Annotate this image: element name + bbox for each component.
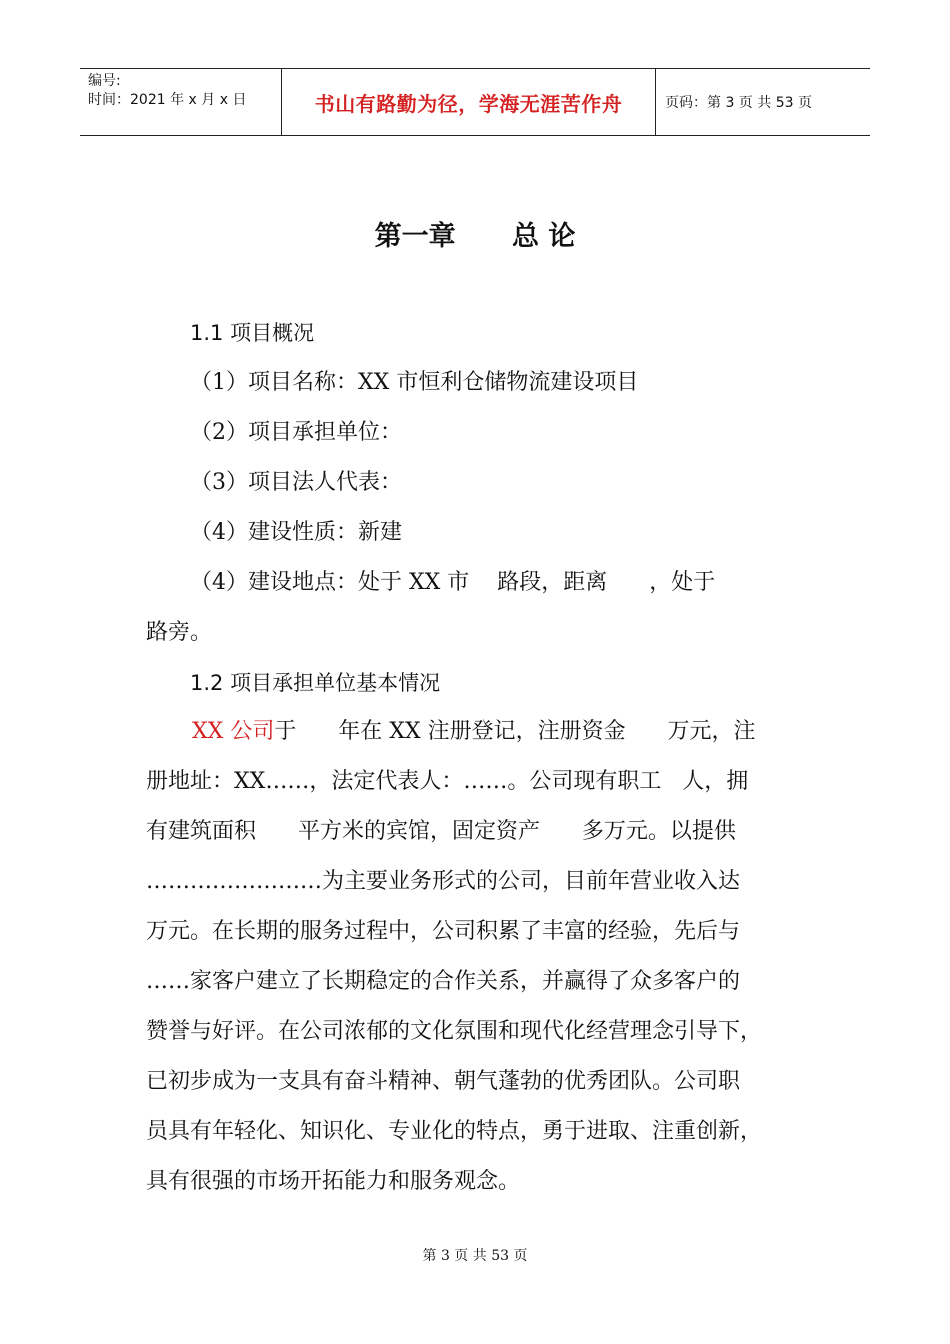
company-para-line-7: 赞誉与好评。在公司浓郁的文化氛围和现代化经营理念引导下， [146, 1019, 763, 1044]
section-heading-1-2: 1.2 项目承担单位基本情况 [190, 671, 441, 695]
header-page-info: 页码：第 3 页 共 53 页 [665, 95, 812, 111]
date-line: 时间：2021 年 x 月 x 日 [88, 92, 247, 108]
section-heading-1-1: 1.1 项目概况 [190, 321, 315, 345]
company-para-line-3: 有建筑面积 平方米的宾馆，固定资产 多万元。以提供 [146, 819, 736, 844]
company-para-line-10: 具有很强的市场开拓能力和服务观念。 [146, 1169, 521, 1194]
serial-label: 编号: [88, 73, 121, 89]
company-para-line-8: 已初步成为一支具有奋斗精神、朝气蓬勃的优秀团队。公司职 [146, 1069, 741, 1094]
company-para-line-2: 册地址：XX……，法定代表人：……。公司现有职工 人，拥 [146, 769, 749, 794]
company-para-line-5: 万元。在长期的服务过程中，公司积累了丰富的经验，先后与 [146, 919, 741, 944]
project-item-location: （4）建设地点：处于 XX 市 路段，距离 ，处于 [190, 570, 716, 595]
project-item-location-cont: 路旁。 [146, 620, 213, 645]
project-item-nature: （4）建设性质：新建 [190, 520, 402, 545]
project-item-legal-rep: （3）项目法人代表： [190, 470, 402, 495]
company-para-line-6: ……家客户建立了长期稳定的合作关系，并赢得了众多客户的 [146, 969, 741, 994]
company-para-line-4: ……………………为主要业务形式的公司，目前年营业收入达 [146, 869, 741, 894]
page-footer: 第 3 页 共 53 页 [422, 1248, 528, 1264]
project-item-unit: （2）项目承担单位： [190, 420, 402, 445]
company-name: XX 公司 [192, 719, 275, 744]
chapter-title: 第一章 总 论 [374, 221, 576, 252]
company-para-line-1: XX 公司于 年在 XX 注册登记，注册资金 万元，注 [192, 719, 756, 744]
company-para-line-9: 员具有年轻化、知识化、专业化的特点，勇于进取、注重创新， [146, 1119, 763, 1144]
header-meta [80, 69, 282, 135]
header-motto: 书山有路勤为径，学海无涯苦作舟 [282, 69, 656, 135]
project-item-name: （1）项目名称：XX 市恒利仓储物流建设项目 [190, 370, 639, 395]
page-header [80, 68, 870, 136]
